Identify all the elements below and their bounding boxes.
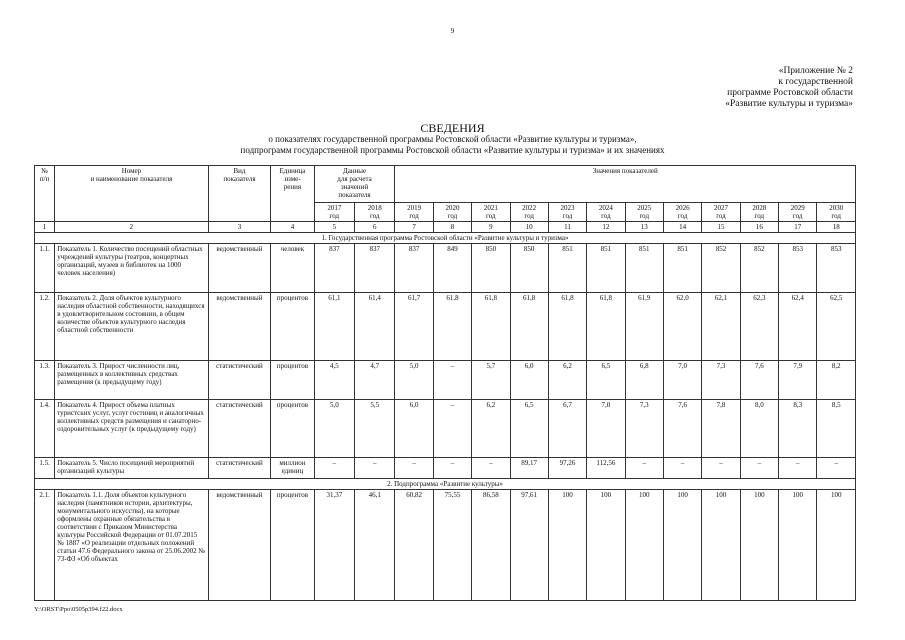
year-label: 2027 <box>713 204 728 212</box>
column-number: 17 <box>779 222 817 233</box>
year-unit: год <box>524 212 534 220</box>
indicator-value: 8,5 <box>817 400 856 458</box>
indicator-unit: миллион единиц <box>271 458 314 479</box>
indicator-value: – <box>663 458 701 479</box>
indicator-value: 851 <box>625 244 663 293</box>
document-subtitle: подпрограмм государственной программы Ростовской области «Развитие культуры и туризма» и их значениях <box>240 145 665 155</box>
header-kind: Вид показателя <box>208 166 271 222</box>
indicator-name: Показатель 2. Доля объектов культурного наследия областной собственности, находящихся в удовлетворительном состоянии, в общем количестве объектов культурного наследия областной собственности <box>55 293 208 361</box>
year-unit: год <box>716 212 726 220</box>
appendix-line: «Приложение № 2 <box>778 66 853 76</box>
column-number: 14 <box>663 222 701 233</box>
indicator-value: 97,61 <box>510 490 548 601</box>
indicator-kind: ведомственный <box>208 244 271 293</box>
indicator-unit: человек <box>271 244 314 293</box>
indicator-value: 6,7 <box>548 400 586 458</box>
indicator-value: 61,4 <box>355 293 395 361</box>
year-label: 2017 <box>327 204 342 212</box>
file-path-footer: Y:\ORST\Ppo\0505p394.f22.docx <box>34 606 123 613</box>
indicator-value: 112,56 <box>587 458 625 479</box>
appendix-line: «Развитие культуры и туризма» <box>725 99 853 109</box>
header-unit: Единица изме- рения <box>271 166 314 222</box>
column-number: 16 <box>740 222 778 233</box>
indicator-value: 853 <box>779 244 817 293</box>
table-row <box>35 458 856 479</box>
header-name: Номер и наименование показателя <box>55 166 208 222</box>
column-number: 5 <box>314 222 354 233</box>
indicator-value: 6,5 <box>587 361 625 400</box>
row-number: 1.3. <box>35 361 55 400</box>
column-number: 13 <box>625 222 663 233</box>
indicator-value: – <box>817 458 856 479</box>
indicator-value: 100 <box>779 490 817 601</box>
column-number: 7 <box>395 222 433 233</box>
header-values: Значения показателей <box>395 166 856 203</box>
indicator-value: 86,58 <box>472 490 510 601</box>
year-unit: год <box>329 212 340 220</box>
indicator-value: 7,3 <box>702 361 740 400</box>
year-header <box>702 203 740 222</box>
column-number: 1 <box>35 222 55 233</box>
column-number: 2 <box>55 222 208 233</box>
indicator-kind: статистический <box>208 400 271 458</box>
year-header <box>510 203 548 222</box>
year-unit: год <box>447 212 458 220</box>
column-number: 8 <box>433 222 471 233</box>
column-number: 10 <box>510 222 548 233</box>
indicator-value: 4,5 <box>314 361 354 400</box>
document-title: СВЕДЕНИЯ <box>420 121 485 135</box>
indicator-value: 7,0 <box>587 400 625 458</box>
indicator-value: 852 <box>740 244 778 293</box>
indicator-name: Показатель 3. Прирост численности лиц, размещенных в коллективных средствах размещения (к предыдущему году) <box>55 361 208 400</box>
table-row <box>35 293 856 361</box>
year-label: 2020 <box>445 204 460 212</box>
indicator-unit: процентов <box>271 400 314 458</box>
indicator-value: 62,3 <box>740 293 778 361</box>
year-header <box>548 203 586 222</box>
indicator-kind: ведомственный <box>208 490 271 601</box>
indicator-value: 61,1 <box>314 293 354 361</box>
year-header <box>433 203 471 222</box>
column-number-row <box>35 222 856 233</box>
section-row <box>35 233 856 244</box>
indicator-value: 7,6 <box>663 400 701 458</box>
indicator-value: 5,5 <box>355 400 395 458</box>
indicator-value: 61,8 <box>472 293 510 361</box>
row-number: 1.5. <box>35 458 55 479</box>
indicator-value: 97,26 <box>548 458 586 479</box>
indicator-value: 6,2 <box>472 400 510 458</box>
page-number: 9 <box>450 27 455 35</box>
indicator-value: 850 <box>510 244 548 293</box>
column-number: 6 <box>355 222 395 233</box>
appendix-line: к государственной <box>778 77 853 87</box>
year-label: 2023 <box>560 204 575 212</box>
section-title: 1. Государственная программа Ростовской области «Развитие культуры и туризма» <box>35 233 856 244</box>
indicator-value: 100 <box>663 490 701 601</box>
indicator-value: 61,8 <box>548 293 586 361</box>
column-number: 15 <box>702 222 740 233</box>
indicator-value: 61,8 <box>433 293 471 361</box>
indicator-value: 837 <box>314 244 354 293</box>
indicator-value: – <box>433 458 471 479</box>
year-header <box>472 203 510 222</box>
indicator-value: 7,9 <box>779 361 817 400</box>
column-number: 18 <box>817 222 856 233</box>
row-number: 2.1. <box>35 490 55 601</box>
indicator-value: 5,0 <box>314 400 354 458</box>
indicator-value: 6,0 <box>395 400 433 458</box>
indicator-value: 62,1 <box>702 293 740 361</box>
indicator-value: 8,3 <box>779 400 817 458</box>
indicator-name: Показатель 5. Число посещений мероприятий организаций культуры <box>55 458 208 479</box>
indicator-value: – <box>314 458 354 479</box>
year-unit: год <box>677 212 688 220</box>
row-number: 1.2. <box>35 293 55 361</box>
year-unit: год <box>562 212 573 220</box>
indicator-value: 6,5 <box>510 400 548 458</box>
year-label: 2026 <box>675 204 690 212</box>
column-number: 12 <box>587 222 625 233</box>
year-unit: год <box>409 212 419 220</box>
indicator-value: 100 <box>817 490 856 601</box>
indicator-value: 100 <box>548 490 586 601</box>
indicators-table <box>34 165 856 601</box>
indicator-value: 850 <box>472 244 510 293</box>
indicator-value: – <box>779 458 817 479</box>
year-unit: год <box>601 212 611 220</box>
indicator-value: – <box>395 458 433 479</box>
table-row <box>35 244 856 293</box>
column-number: 9 <box>472 222 510 233</box>
indicator-value: – <box>472 458 510 479</box>
indicator-value: 100 <box>702 490 740 601</box>
indicator-value: 7,3 <box>625 400 663 458</box>
year-label: 2030 <box>829 204 844 212</box>
indicator-value: 7,0 <box>663 361 701 400</box>
year-label: 2021 <box>483 204 498 212</box>
section-row <box>35 479 856 490</box>
indicator-name: Показатель 1. Количество посещений областных учреждений культуры (театров, концертных организаций, музеев и библиотек на 1000 человек населения) <box>55 244 208 293</box>
indicator-value: 100 <box>740 490 778 601</box>
header-row <box>35 166 856 203</box>
indicator-value: 851 <box>548 244 586 293</box>
year-header <box>395 203 433 222</box>
indicator-value: 7,6 <box>740 361 778 400</box>
indicator-value: 75,55 <box>433 490 471 601</box>
indicator-value: 851 <box>587 244 625 293</box>
indicator-value: 61,9 <box>625 293 663 361</box>
indicator-value: – <box>702 458 740 479</box>
indicator-value: 46,1 <box>355 490 395 601</box>
table-row <box>35 400 856 458</box>
year-header <box>817 203 856 222</box>
header-num: № п/п <box>35 166 55 222</box>
indicator-value: 5,0 <box>395 361 433 400</box>
indicator-value: 6,2 <box>548 361 586 400</box>
table-row <box>35 361 856 400</box>
year-unit: год <box>831 212 841 220</box>
year-header <box>587 203 625 222</box>
indicator-name: Показатель 4. Прирост объема платных туристских услуг, услуг гостиниц и аналогичных коллективных средств размещения и санаторно-оздоровительных услуг (к предыдущему году) <box>55 400 208 458</box>
year-header <box>740 203 778 222</box>
indicator-unit: процентов <box>271 490 314 601</box>
indicator-kind: ведомственный <box>208 293 271 361</box>
table-row <box>35 490 856 601</box>
year-label: 2019 <box>407 204 422 212</box>
indicator-value: 62,0 <box>663 293 701 361</box>
indicator-value: 837 <box>355 244 395 293</box>
year-label: 2025 <box>637 204 652 212</box>
indicator-value: 6,8 <box>625 361 663 400</box>
year-unit: год <box>792 212 803 220</box>
indicator-value: 61,7 <box>395 293 433 361</box>
year-label: 2029 <box>790 204 805 212</box>
indicator-value: – <box>740 458 778 479</box>
indicator-value: 852 <box>702 244 740 293</box>
indicator-value: – <box>433 400 471 458</box>
year-header <box>779 203 817 222</box>
year-label: 2024 <box>598 204 613 212</box>
indicator-value: 100 <box>587 490 625 601</box>
indicator-value: 100 <box>625 490 663 601</box>
indicator-kind: статистический <box>208 458 271 479</box>
indicator-value: – <box>433 361 471 400</box>
indicator-value: 4,7 <box>355 361 395 400</box>
indicator-value: 31,37 <box>314 490 354 601</box>
indicator-value: 6,0 <box>510 361 548 400</box>
year-unit: год <box>754 212 765 220</box>
indicator-value: 8,0 <box>740 400 778 458</box>
indicator-value: 849 <box>433 244 471 293</box>
indicator-kind: статистический <box>208 361 271 400</box>
appendix-line: программе Ростовской области <box>727 88 853 98</box>
column-number: 11 <box>548 222 586 233</box>
year-label: 2018 <box>367 204 382 212</box>
year-header <box>625 203 663 222</box>
document-subtitle: о показателях государственной программы Ростовской области «Развитие культуры и туризма», <box>268 134 637 144</box>
indicator-unit: процентов <box>271 293 314 361</box>
year-header <box>663 203 701 222</box>
year-header <box>355 203 395 222</box>
header-base: Данные для расчета значений показателя <box>314 166 395 203</box>
year-unit: год <box>369 212 380 220</box>
indicator-value: 62,4 <box>779 293 817 361</box>
indicator-value: – <box>625 458 663 479</box>
indicator-name: Показатель 1.1. Доля объектов культурного наследия (памятников истории, архитектуры, монументального искусства), на которые оформлены охранные обязательства в соответствии с Приказом Министерства культуры Российской Федерации от 01.07.2015 № 1887 «О реализации отдельных положений статьи 47.6 Федерального закона от 25.06.2002 № 73-ФЗ «Об объектах <box>55 490 208 601</box>
indicator-value: 851 <box>663 244 701 293</box>
appendix-block <box>725 66 853 110</box>
year-label: 2028 <box>752 204 767 212</box>
indicator-value: 61,8 <box>510 293 548 361</box>
year-header <box>314 203 354 222</box>
indicator-value: – <box>355 458 395 479</box>
year-unit: год <box>486 212 496 220</box>
indicator-value: 837 <box>395 244 433 293</box>
column-number: 4 <box>271 222 314 233</box>
indicator-value: 60,82 <box>395 490 433 601</box>
indicator-value: 8,2 <box>817 361 856 400</box>
indicator-value: 5,7 <box>472 361 510 400</box>
column-number: 3 <box>208 222 271 233</box>
indicator-value: 61,8 <box>587 293 625 361</box>
row-number: 1.4. <box>35 400 55 458</box>
indicator-value: 89,17 <box>510 458 548 479</box>
year-unit: год <box>639 212 650 220</box>
indicator-value: 853 <box>817 244 856 293</box>
row-number: 1.1. <box>35 244 55 293</box>
year-label: 2022 <box>522 204 537 212</box>
indicator-value: 62,5 <box>817 293 856 361</box>
indicator-value: 7,8 <box>702 400 740 458</box>
indicator-unit: процентов <box>271 361 314 400</box>
section-title: 2. Подпрограмма «Развитие культуры» <box>35 479 856 490</box>
